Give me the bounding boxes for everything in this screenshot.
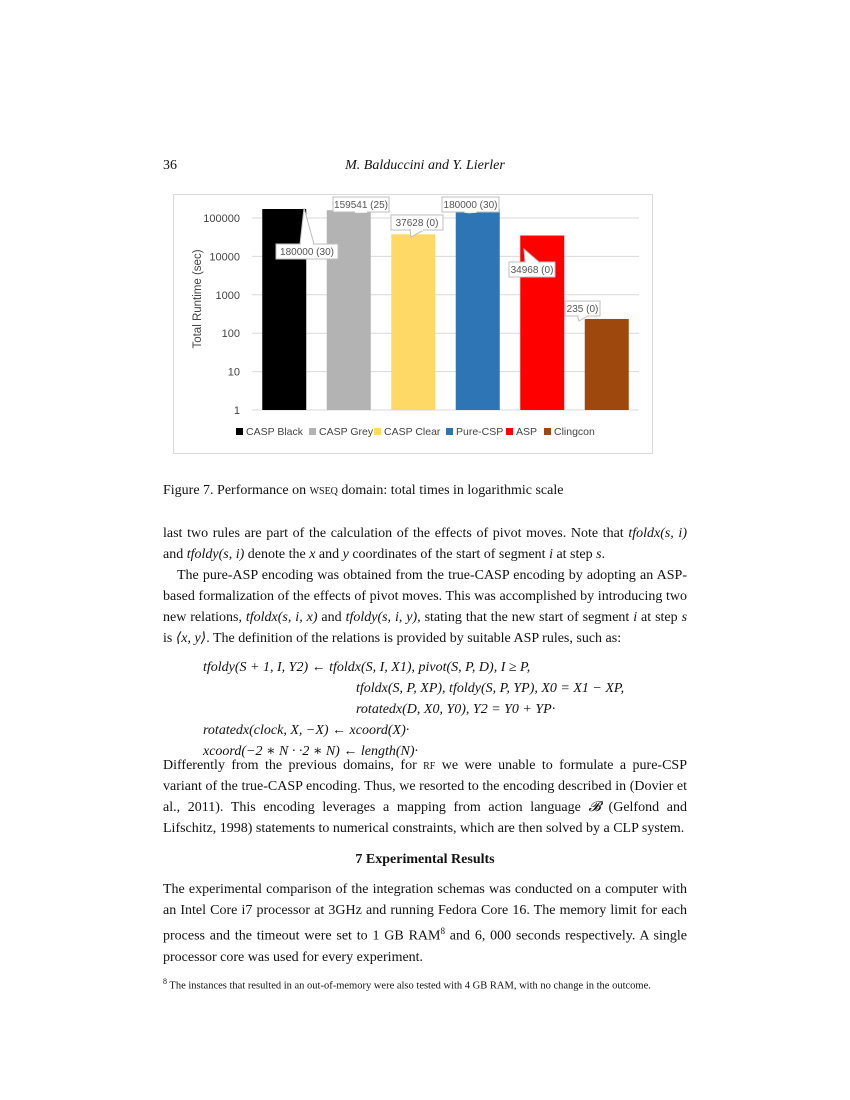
data-label: 180000 (30) <box>280 247 334 258</box>
bar-pure-csp <box>456 209 500 410</box>
legend-entry: CASP Grey <box>319 426 374 438</box>
caption-domain: wseq <box>309 483 338 498</box>
legend-swatch <box>446 428 453 435</box>
caption-suffix: domain: total times in logarithmic scale <box>337 483 564 498</box>
paragraph-pure-asp: The pure-ASP encoding was obtained from the true-CASP encoding by adopting an ASP-based formalization of the effects of pivot moves. This was accomplished by introducing two new relations, tfoldx(s, i, x) and tfoldy(s, i, y), stating that the new start of segment i at step s is ⟨x, y⟩. The definition of the relations is provided by suitable ASP rules, such as: <box>163 568 688 646</box>
page-number: 36 <box>163 158 177 173</box>
runtime-chart <box>173 194 653 454</box>
footnote-ref[interactable]: 8 <box>440 926 445 936</box>
rule-line-1: tfoldy(S + 1, I, Y2) ← tfoldx(S, I, X1), pivot(S, P, D), I ≥ P, <box>203 660 531 675</box>
legend-entry: ASP <box>516 426 538 438</box>
running-header <box>163 158 687 178</box>
y-tick-label: 10000 <box>209 251 240 264</box>
paragraph-experimental-setup: The experimental comparison of the integration schemas was conducted on a computer with an Intel Core i7 processor at 3GHz and running Fedora Core 16. The memory limit for each process and the timeout were set to 1 GB RAM$^8$ and 6, 000 seconds respectively. A single processor core was used for every experiment. <box>163 882 687 965</box>
legend-swatch <box>506 428 513 435</box>
footnote-8: $^8$ The instances that resulted in an out-of-memory were also tested with 4 GB RAM, with no change in the outcome. <box>163 977 651 992</box>
data-label: 159541 (25) <box>334 200 388 211</box>
legend-swatch <box>374 428 381 435</box>
paragraph-rf-domain: Differently from the previous domains, for rf we were unable to formulate a pure-CSP variant of the true-CASP encoding. Thus, we resorted to the encoding described in (Dovier et al., 2011). This encoding leverages a mapping from action language 𝓑 (Gelfond and Lifschitz, 1998) statements to numerical constraints, which are then solved by a CLP system. <box>163 758 687 836</box>
legend-entry: CASP Black <box>246 426 303 438</box>
legend-swatch <box>309 428 316 435</box>
caption-prefix: Figure 7. Performance on <box>163 483 310 498</box>
legend-entry: CASP Clear <box>384 426 441 438</box>
bar-casp-grey <box>327 210 371 410</box>
data-label: 235 (0) <box>566 304 599 315</box>
figure-caption <box>163 483 563 499</box>
rule-line-2: tfoldx(S, P, XP), tfoldy(S, P, YP), X0 = X1 − XP, <box>356 681 625 696</box>
y-tick-label: 10 <box>227 366 240 379</box>
bar-clingcon <box>585 319 629 410</box>
paragraph-pivot-moves: last two rules are part of the calculation of the effects of pivot moves. Note that tfoldx(s, i) and tfoldy(s, i) denote the x and y coordinates of the start of segment i at step s. <box>163 526 687 562</box>
rule-line-5: xcoord(−2 ∗ N · ·2 ∗ N) ← length(N)· <box>203 744 418 759</box>
rule-line-4: rotatedx(clock, X, −X) ← xcoord(X)· <box>203 723 410 738</box>
data-label: 37628 (0) <box>395 218 439 229</box>
bar-casp-black <box>262 209 306 410</box>
y-tick-label: 1000 <box>215 289 240 302</box>
y-axis-label: Total Runtime (sec) <box>192 249 204 349</box>
data-label: 180000 (30) <box>443 200 498 211</box>
data-label: 34968 (0) <box>510 265 554 276</box>
chart-svg <box>174 195 652 453</box>
y-tick-label: 1 <box>233 405 240 417</box>
section-heading: 7 Experimental Results <box>355 852 495 867</box>
y-tick-label: 100 <box>221 328 240 341</box>
running-head-authors: M. Balduccini and Y. Lierler <box>345 158 505 173</box>
legend-entry: Pure-CSP <box>456 426 504 438</box>
legend-entry: Clingcon <box>554 426 595 438</box>
legend-swatch <box>544 428 551 435</box>
bar-casp-clear <box>391 234 435 410</box>
y-tick-label: 100000 <box>203 213 240 225</box>
rule-line-3: rotatedx(D, X0, Y0), Y2 = Y0 + YP· <box>356 702 556 717</box>
legend-swatch <box>236 428 243 435</box>
